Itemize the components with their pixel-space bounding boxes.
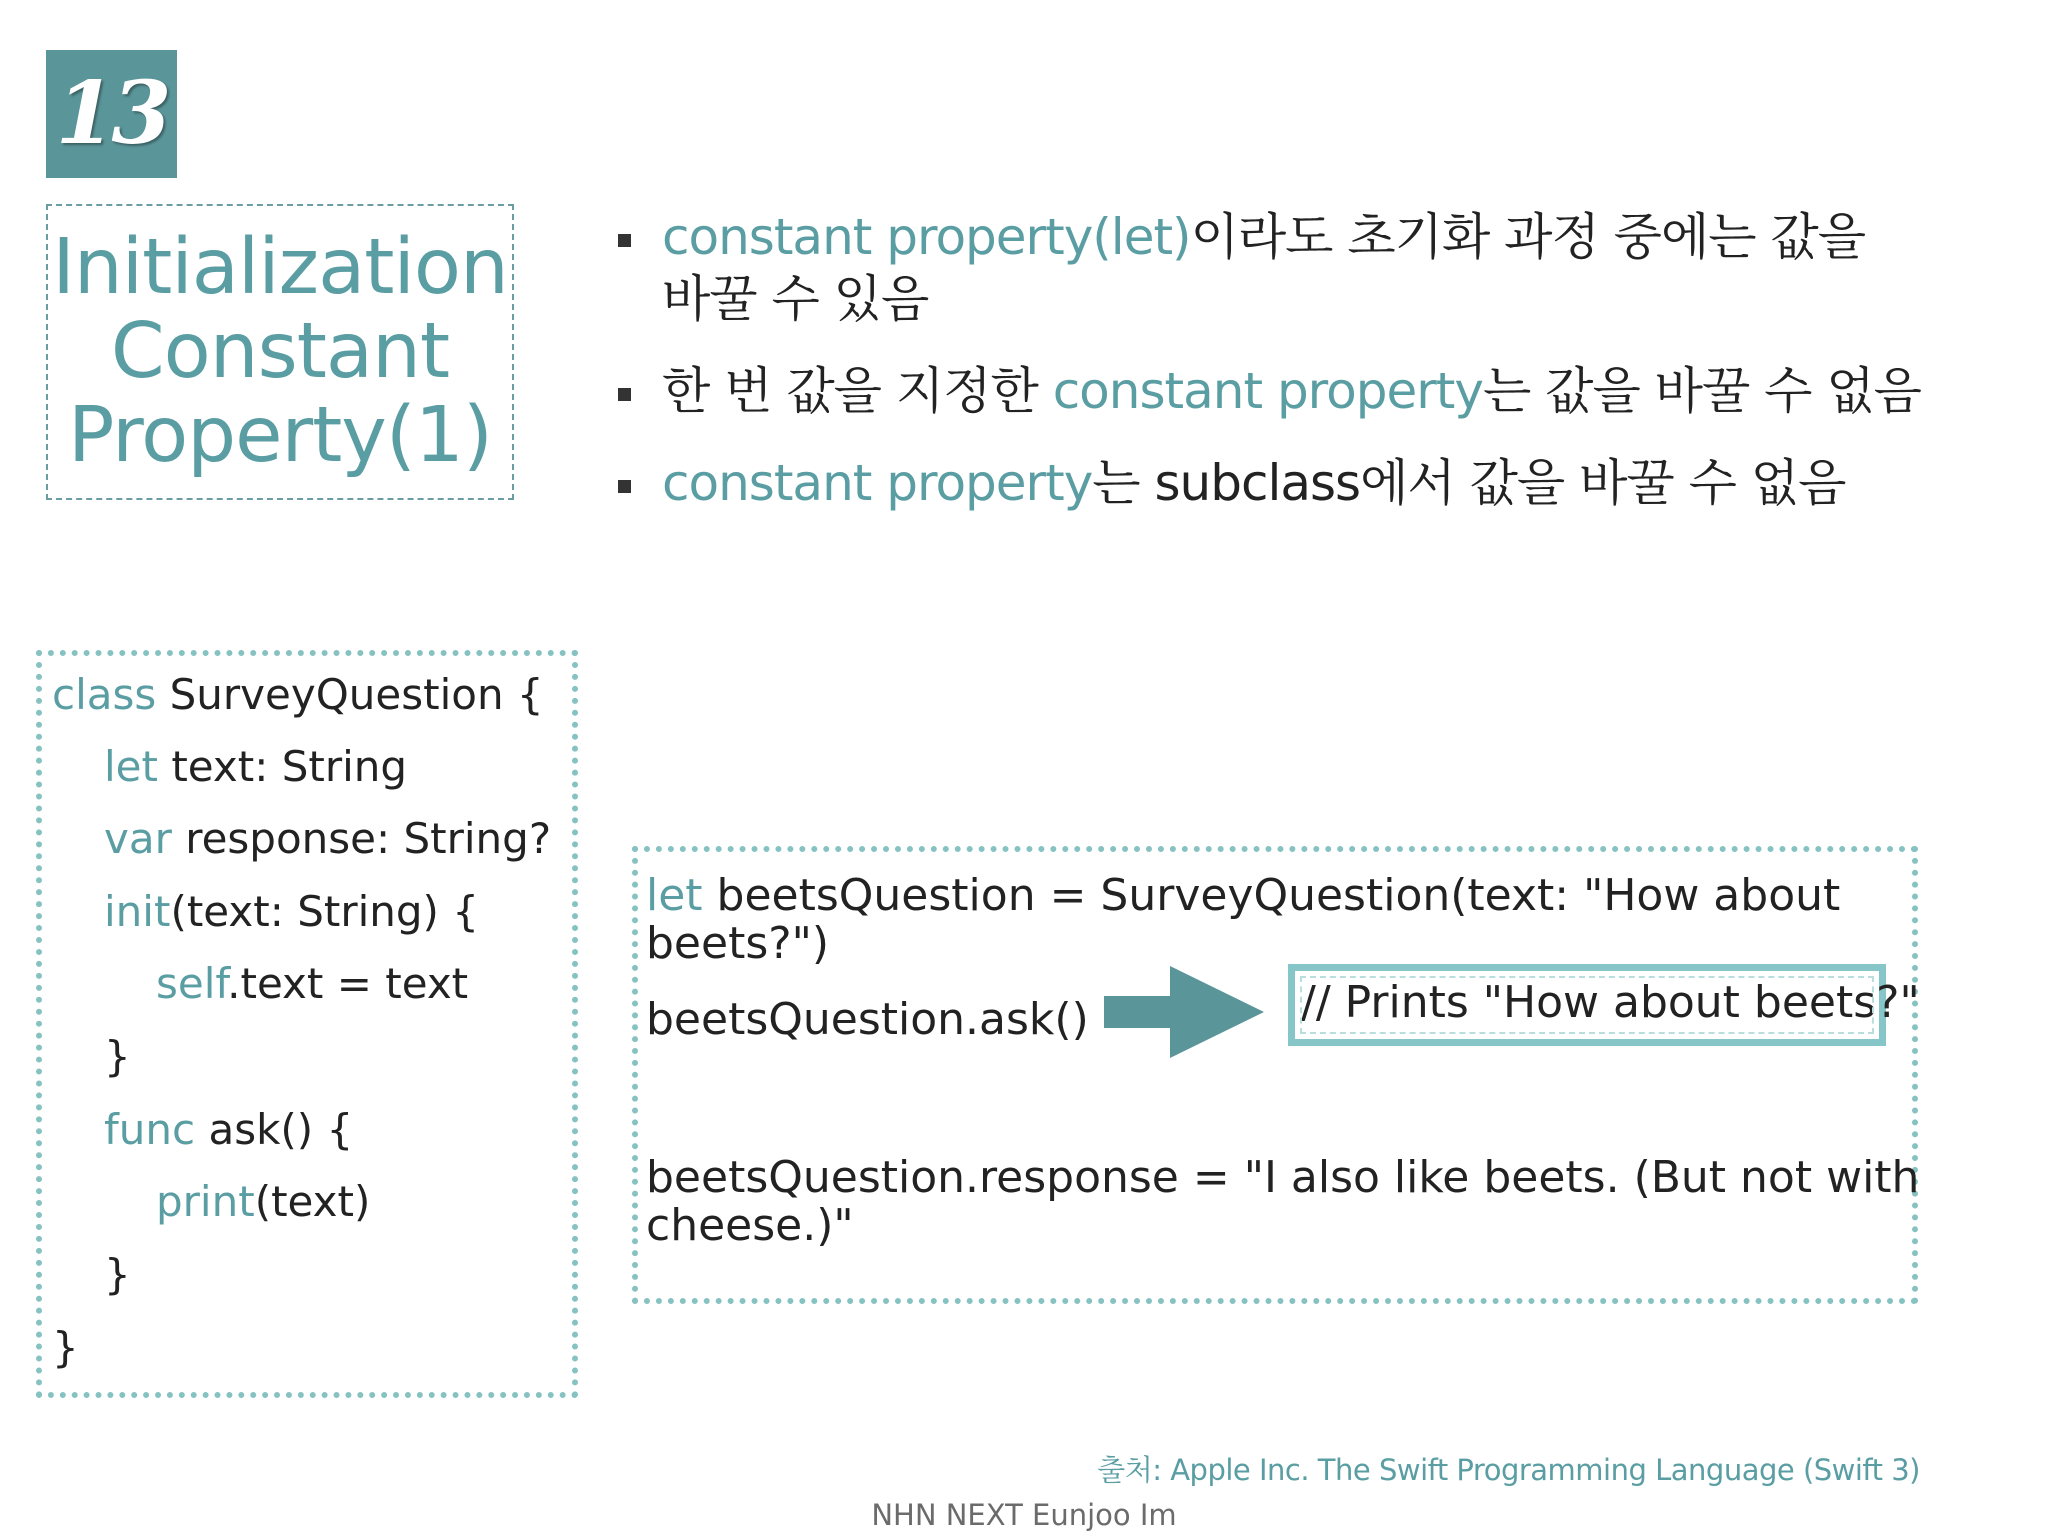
code-text: SurveyQuestion { (156, 670, 544, 719)
bullet-text: 이라도 초기화 과정 중에는 값을 (1190, 208, 1866, 266)
source-citation: 출처: Apple Inc. The Swift Programming Language (Swift 3) (1097, 1453, 1920, 1487)
code-text: .text = text (227, 959, 469, 1008)
bullet-item (616, 206, 2016, 330)
code-line (156, 959, 468, 1009)
code-line: } (104, 1250, 131, 1299)
code-keyword: class (52, 670, 157, 719)
footer-author: NHN NEXT Eunjoo Im (871, 1498, 1177, 1532)
code-keyword: let (104, 742, 158, 791)
bullet-highlight: constant property(let) (662, 208, 1191, 266)
code-line: } (52, 1323, 79, 1372)
code-text: (text) (254, 1177, 371, 1226)
usage-code-box (632, 846, 1918, 1304)
code-text: (text: String) { (170, 887, 480, 936)
code-keyword: func (104, 1105, 196, 1154)
code-keyword: let (646, 870, 703, 921)
slide-number-badge: 13 (46, 50, 177, 178)
title-line-1: Initialization (52, 223, 508, 312)
bullet-highlight: constant property (1052, 362, 1483, 420)
code-line: beetsQuestion.ask() (646, 994, 1089, 1045)
code-line (646, 872, 1840, 920)
code-line: beetsQuestion.response = "I also like beets. (But not with (646, 1152, 1920, 1203)
slide-title-box (46, 204, 514, 500)
code-keyword: var (104, 814, 172, 863)
bullet-text-continued: 바꿀 수 있음 (662, 270, 929, 328)
title-line-2: Constant (110, 307, 450, 396)
code-line-continued: beets?") (646, 918, 830, 969)
code-keyword: print (156, 1177, 255, 1226)
code-line (104, 814, 551, 864)
bullet-list (616, 206, 2016, 544)
code-line (156, 1177, 370, 1227)
code-line (104, 742, 407, 792)
bullet-suffix: 는 값을 바꿀 수 없음 (1482, 362, 1921, 420)
print-output-comment: // Prints "How about beets?" (1288, 964, 1886, 1046)
code-line-continued: cheese.)" (646, 1200, 854, 1251)
code-keyword: self (156, 959, 228, 1008)
bullet-highlight: constant property (662, 454, 1093, 512)
title-line-3: Property(1) (68, 391, 492, 480)
class-code-box (36, 650, 578, 1398)
code-text: text: String (157, 742, 408, 791)
bullet-item (616, 360, 2016, 422)
code-line (104, 887, 479, 937)
code-keyword: init (104, 887, 171, 936)
code-line (52, 670, 544, 720)
bullet-suffix: 는 subclass에서 값을 바꿀 수 없음 (1092, 454, 1846, 512)
code-text: response: String? (171, 814, 552, 863)
code-line: } (104, 1032, 131, 1081)
code-line (104, 1105, 353, 1155)
right-arrow-icon (1104, 966, 1264, 1058)
bullet-item (616, 452, 2016, 514)
code-text: beetsQuestion = SurveyQuestion(text: "How about (702, 870, 1841, 921)
code-text: ask() { (195, 1105, 354, 1154)
bullet-prefix: 한 번 값을 지정한 (662, 362, 1053, 420)
